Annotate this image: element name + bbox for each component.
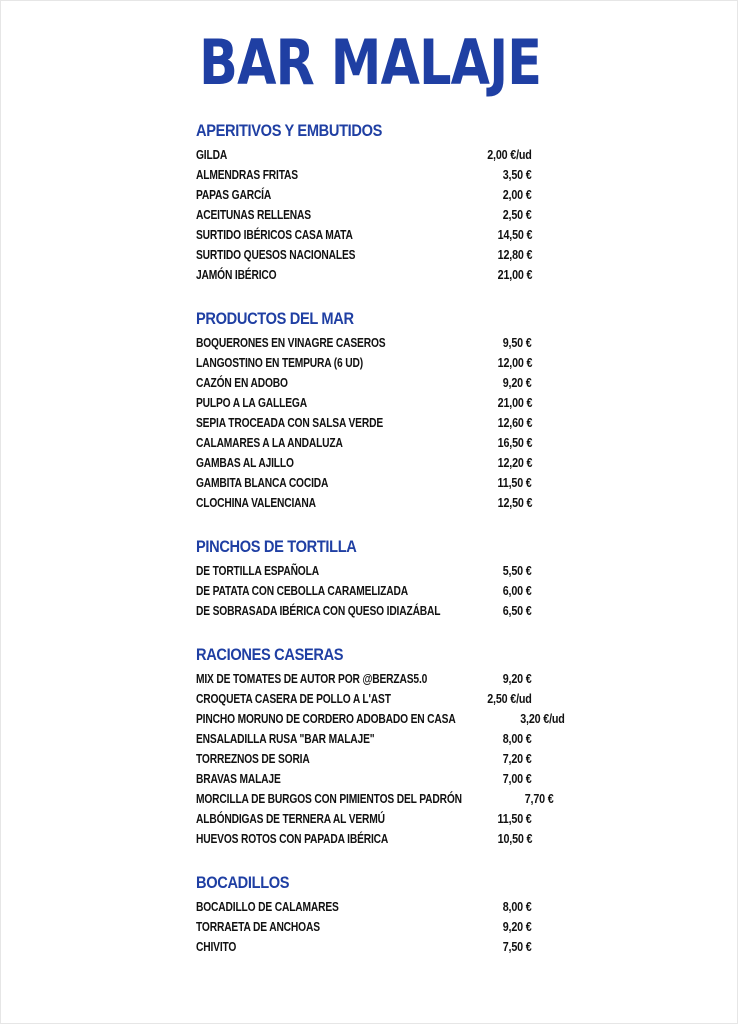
- item-name: CROQUETA CASERA DE POLLO A L'AST: [196, 692, 391, 706]
- menu-item: [196, 333, 532, 353]
- menu-item: [196, 809, 532, 829]
- item-price: 3,20 €/ud: [519, 712, 565, 726]
- item-price: 9,20 €: [503, 672, 532, 686]
- menu-item: [196, 669, 532, 689]
- item-list: [196, 897, 532, 957]
- menu-item: [196, 185, 532, 205]
- menu-item: [196, 373, 532, 393]
- item-price: 6,00 €: [503, 584, 532, 598]
- item-price: 9,20 €: [503, 920, 532, 934]
- section-title: PINCHOS DE TORTILLA: [196, 537, 357, 556]
- menu-item: [196, 245, 532, 265]
- item-price: 7,00 €: [503, 772, 532, 786]
- menu-item: [196, 709, 565, 729]
- item-price: 7,20 €: [503, 752, 532, 766]
- menu-item: [196, 265, 532, 285]
- menu-item: [196, 789, 554, 809]
- item-name: SURTIDO IBÉRICOS CASA MATA: [196, 228, 353, 242]
- item-list: [196, 333, 532, 513]
- section-title: PRODUCTOS DEL MAR: [196, 309, 354, 328]
- item-price: 12,00 €: [497, 356, 532, 370]
- item-name: SEPIA TROCEADA CON SALSA VERDE: [196, 416, 384, 430]
- menu-section: [196, 535, 532, 621]
- item-name: PAPAS GARCÍA: [196, 188, 272, 202]
- item-price: 11,50 €: [497, 476, 532, 490]
- item-price: 6,50 €: [503, 604, 532, 618]
- item-name: HUEVOS ROTOS CON PAPADA IBÉRICA: [196, 832, 389, 846]
- item-price: 12,20 €: [497, 456, 532, 470]
- item-name: CHIVITO: [196, 940, 237, 954]
- item-name: MIX DE TOMATES DE AUTOR POR @BERZAS5.0: [196, 672, 428, 686]
- item-price: 16,50 €: [497, 436, 532, 450]
- section-title: APERITIVOS Y EMBUTIDOS: [196, 121, 383, 140]
- item-list: [196, 669, 565, 849]
- item-name: GILDA: [196, 148, 228, 162]
- section-title: BOCADILLOS: [196, 873, 290, 892]
- item-price: 12,60 €: [497, 416, 532, 430]
- item-price: 7,70 €: [524, 792, 554, 806]
- item-price: 11,50 €: [497, 812, 532, 826]
- menu-item: [196, 601, 532, 621]
- menu-section: [196, 307, 532, 513]
- item-price: 9,20 €: [503, 376, 532, 390]
- menu-item: [196, 453, 532, 473]
- menu-item: [196, 393, 532, 413]
- menu-item: [196, 225, 532, 245]
- item-price: 12,80 €: [497, 248, 532, 262]
- item-name: GAMBITA BLANCA COCIDA: [196, 476, 329, 490]
- item-price: 2,00 €/ud: [487, 148, 532, 162]
- item-name: DE PATATA CON CEBOLLA CARAMELIZADA: [196, 584, 408, 598]
- item-name: BOQUERONES EN VINAGRE CASEROS: [196, 336, 386, 350]
- menu-item: [196, 413, 532, 433]
- item-name: TORREZNOS DE SORIA: [196, 752, 310, 766]
- item-name: MORCILLA DE BURGOS CON PIMIENTOS DEL PADRÓN: [196, 792, 462, 806]
- menu-section: [196, 119, 532, 285]
- menu-title: BAR MALAJE: [199, 26, 542, 99]
- item-name: SURTIDO QUESOS NACIONALES: [196, 248, 356, 262]
- item-name: BOCADILLO DE CALAMARES: [196, 900, 339, 914]
- item-price: 2,50 €/ud: [487, 692, 532, 706]
- item-name: PULPO A LA GALLEGA: [196, 396, 307, 410]
- menu-section: [196, 643, 565, 849]
- item-name: TORRAETA DE ANCHOAS: [196, 920, 320, 934]
- menu-item: [196, 561, 532, 581]
- item-price: 3,50 €: [503, 168, 532, 182]
- menu-item: [196, 353, 532, 373]
- menu-item: [196, 433, 532, 453]
- menu-section: [196, 871, 532, 957]
- menu-item: [196, 473, 532, 493]
- menu-item: [196, 581, 532, 601]
- item-price: 2,50 €: [503, 208, 532, 222]
- item-list: [196, 145, 532, 285]
- item-name: GAMBAS AL AJILLO: [196, 456, 294, 470]
- menu-item: [196, 145, 532, 165]
- menu-item: [196, 829, 532, 849]
- menu-item: [196, 689, 532, 709]
- item-name: DE TORTILLA ESPAÑOLA: [196, 564, 319, 578]
- item-name: CLOCHINA VALENCIANA: [196, 496, 316, 510]
- item-price: 8,00 €: [503, 732, 532, 746]
- menu-item: [196, 917, 532, 937]
- menu-item: [196, 493, 532, 513]
- item-name: ACEITUNAS RELLENAS: [196, 208, 311, 222]
- menu-item: [196, 729, 532, 749]
- menu-item: [196, 165, 532, 185]
- menu-item: [196, 205, 532, 225]
- item-price: 9,50 €: [503, 336, 532, 350]
- item-name: ALMENDRAS FRITAS: [196, 168, 298, 182]
- item-name: CAZÓN EN ADOBO: [196, 376, 288, 390]
- item-name: ALBÓNDIGAS DE TERNERA AL VERMÚ: [196, 812, 385, 826]
- section-title: RACIONES CASERAS: [196, 645, 344, 664]
- item-name: PINCHO MORUNO DE CORDERO ADOBADO EN CASA: [196, 712, 456, 726]
- item-price: 14,50 €: [497, 228, 532, 242]
- item-price: 21,00 €: [497, 268, 532, 282]
- menu-sections: [196, 119, 565, 957]
- item-price: 12,50 €: [497, 496, 532, 510]
- item-name: BRAVAS MALAJE: [196, 772, 281, 786]
- item-name: JAMÓN IBÉRICO: [196, 268, 277, 282]
- menu-item: [196, 897, 532, 917]
- item-name: DE SOBRASADA IBÉRICA CON QUESO IDIAZÁBAL: [196, 604, 441, 618]
- menu-item: [196, 769, 532, 789]
- menu-item: [196, 937, 532, 957]
- item-price: 5,50 €: [503, 564, 532, 578]
- menu-item: [196, 749, 532, 769]
- item-name: CALAMARES A LA ANDALUZA: [196, 436, 343, 450]
- item-price: 10,50 €: [497, 832, 532, 846]
- item-price: 7,50 €: [503, 940, 532, 954]
- item-name: ENSALADILLA RUSA "BAR MALAJE": [196, 732, 375, 746]
- item-price: 21,00 €: [497, 396, 532, 410]
- item-list: [196, 561, 532, 621]
- item-price: 2,00 €: [503, 188, 532, 202]
- item-price: 8,00 €: [503, 900, 532, 914]
- item-name: LANGOSTINO EN TEMPURA (6 UD): [196, 356, 364, 370]
